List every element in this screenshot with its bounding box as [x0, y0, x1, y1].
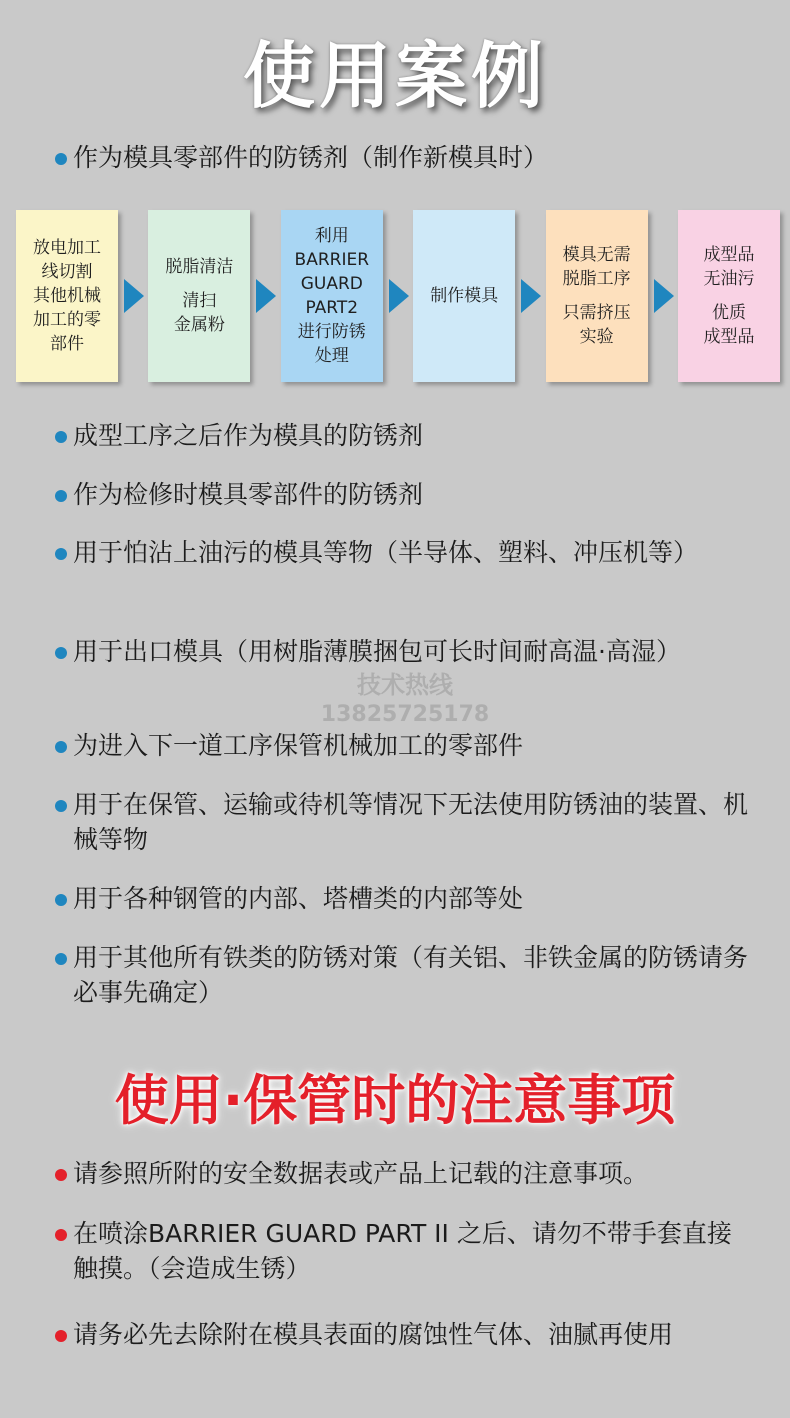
first-case-text: 作为模具零部件的防锈剂（制作新模具时）: [73, 143, 549, 172]
bullet-dot-icon: [55, 548, 67, 560]
case-text: 用于其他所有铁类的防锈对策（有关铝、非铁金属的防锈请务必事先确定）: [73, 943, 749, 1007]
case-text: 用于怕沾上油污的模具等物（半导体、塑料、冲压机等）: [73, 538, 699, 567]
flow-step-line: 清扫: [182, 291, 217, 311]
bullet-dot-icon: [55, 431, 67, 443]
flow-step-line: 放电加工: [33, 238, 101, 258]
case-item: [55, 728, 765, 763]
notice-text: 请参照所附的安全数据表或产品上记载的注意事项。: [73, 1159, 649, 1188]
flow-step-line: 进行防锈: [297, 322, 366, 342]
flow-step-line: BARRIER: [294, 250, 370, 270]
flow-step-line: 成型品: [703, 327, 755, 347]
case-text: 为进入下一道工序保管机械加工的零部件: [73, 731, 524, 760]
flow-arrow-icon: [124, 279, 144, 313]
flow-arrow-icon: [654, 279, 674, 313]
flow-step-line: 其他机械: [33, 286, 101, 306]
bullet-dot-icon: [55, 894, 67, 906]
flow-arrow-icon: [256, 279, 276, 313]
flow-step: [546, 210, 648, 382]
case-item: [55, 418, 765, 453]
notice-text: 在喷涂BARRIER GUARD PART II 之后、请勿不带手套直接触摸。（会造成生锈）: [73, 1219, 732, 1283]
case-item: [55, 881, 765, 916]
bullet-dot-icon: [55, 647, 67, 659]
case-text: 作为检修时模具零部件的防锈剂: [73, 480, 424, 509]
flow-step: [16, 210, 118, 382]
flow-step-line: 脱脂清洁: [165, 257, 234, 277]
page-title: 使用案例: [242, 34, 547, 118]
case-item: [55, 787, 755, 857]
flow-step-line: 无油污: [703, 269, 755, 289]
case-text: 用于各种钢管的内部、塔槽类的内部等处: [73, 884, 524, 913]
notice-item: [55, 1216, 745, 1286]
flow-step-line: 成型品: [703, 245, 755, 265]
flow-step-line: 利用: [314, 226, 349, 246]
watermark-hotline-label: 技术热线: [357, 671, 453, 699]
watermark-phone: 13825725178: [320, 702, 490, 727]
flow-step-line: 加工的零: [33, 310, 101, 330]
bullet-dot-icon: [55, 490, 67, 502]
flow-step-line: 制作模具: [430, 286, 499, 306]
flow-step-line: PART2: [305, 298, 359, 318]
case-text: 成型工序之后作为模具的防锈剂: [73, 421, 424, 450]
flow-step-line: 实验: [579, 327, 614, 347]
case-text: 用于在保管、运输或待机等情况下无法使用防锈油的装置、机械等物: [73, 790, 749, 854]
case-item: [55, 477, 765, 512]
flow-step: [281, 210, 383, 382]
flow-step-line: 线切割: [41, 262, 93, 282]
case-text: 用于出口模具（用树脂薄膜捆包可长时间耐高温·高湿）: [73, 637, 681, 666]
notice-item: [55, 1156, 765, 1191]
flow-step-line: 只需挤压: [562, 303, 631, 323]
flow-step-line: 处理: [314, 346, 349, 366]
first-case-item: [55, 140, 765, 175]
flow-step-line: 部件: [50, 334, 84, 354]
bullet-dot-icon: [55, 800, 67, 812]
flow-step-line: 优质: [712, 303, 746, 323]
case-item: [55, 940, 755, 1010]
flow-step: [678, 210, 780, 382]
bullet-dot-icon: [55, 153, 67, 165]
case-item: [55, 634, 745, 669]
flow-step-line: GUARD: [300, 274, 363, 294]
bullet-dot-icon: [55, 1229, 67, 1241]
bullet-dot-icon: [55, 1169, 67, 1181]
flow-arrow-icon: [521, 279, 541, 313]
flow-step: [413, 210, 515, 382]
case-item: [55, 535, 745, 570]
flow-step: [148, 210, 250, 382]
flow-step-line: 模具无需: [562, 245, 631, 265]
bullet-dot-icon: [55, 1330, 67, 1342]
bullet-dot-icon: [55, 741, 67, 753]
flow-arrow-icon: [389, 279, 409, 313]
notice-title: 使用·保管时的注意事项: [114, 1069, 676, 1132]
flow-step-line: 金属粉: [173, 315, 225, 335]
notice-item: [55, 1317, 735, 1352]
flow-step-line: 脱脂工序: [562, 269, 631, 289]
bullet-dot-icon: [55, 953, 67, 965]
notice-text: 请务必先去除附在模具表面的腐蚀性气体、油腻再使用: [73, 1320, 674, 1349]
